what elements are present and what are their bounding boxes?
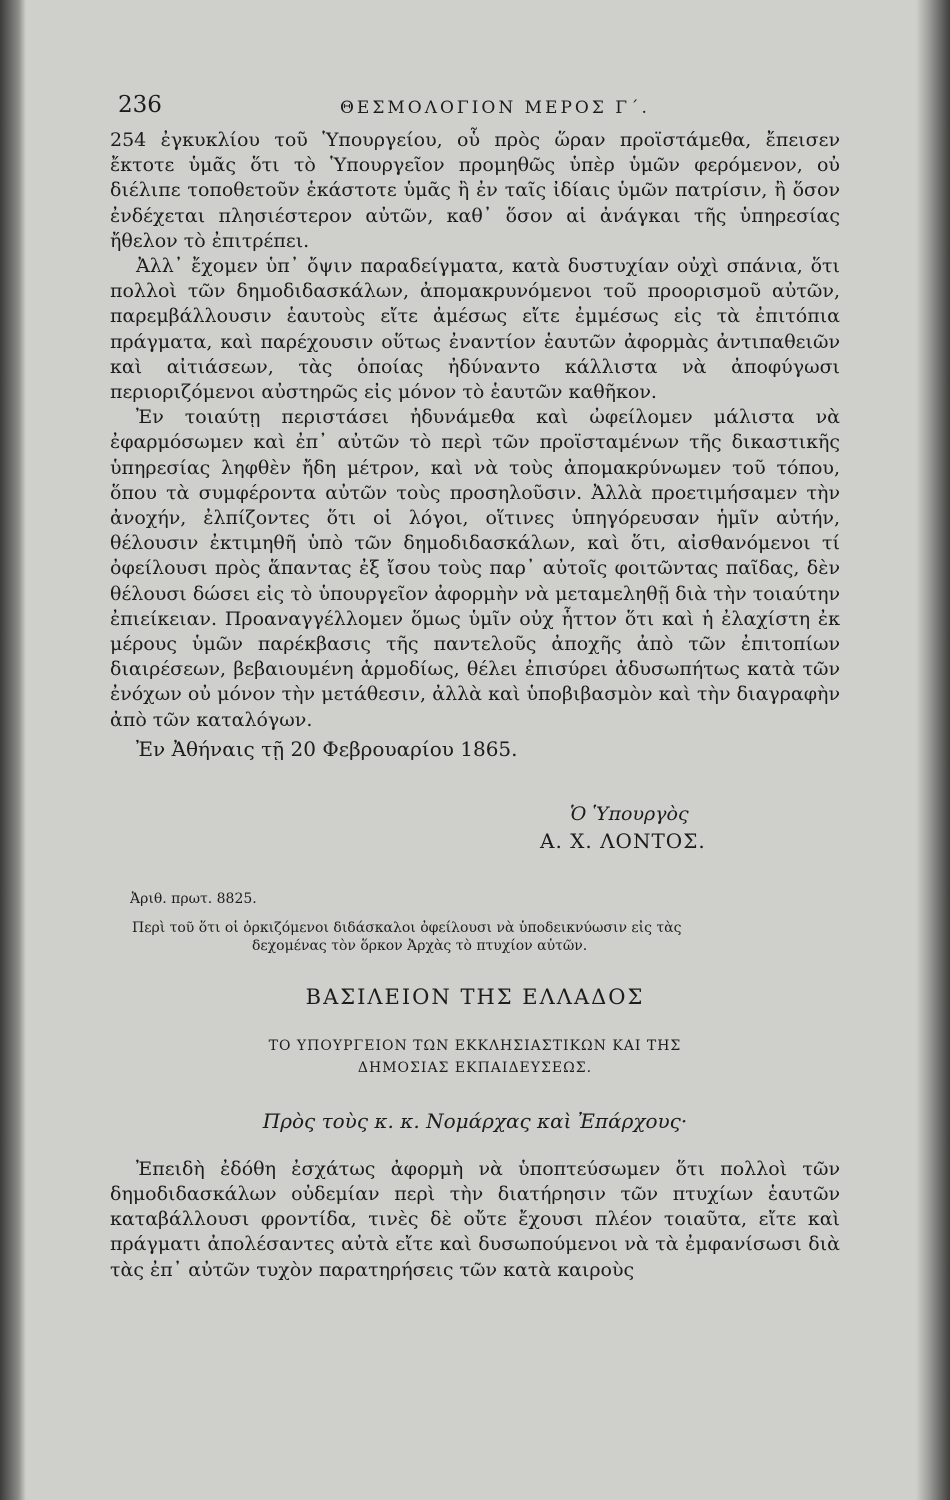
page-edge-left <box>0 0 26 1500</box>
page-edge-right <box>916 0 950 1500</box>
kingdom-heading: ΒΑΣΙΛΕΙΟΝ ΤΗΣ ΕΛΛΑΔΟΣ <box>305 984 645 1009</box>
running-title: ΘΕΣΜΟΛΟΓΙΟΝ ΜΕΡΟΣ Γ΄. <box>340 98 650 118</box>
page-content <box>110 92 840 1283</box>
ministry-heading <box>110 1035 840 1079</box>
paragraph: Ἀλλ᾽ ἔχομεν ὑπ᾽ ὄψιν παραδείγματα, κατὰ δυστυχίαν οὐχὶ σπάνια, ὅτι πολλοὶ τῶν δημοδιδασκάλων, ἀπομακρυνόμενοι τοῦ προορισμοῦ αὐτῶν, παρεμβάλλουσιν ἑαυτοὺς εἴτε ἀμέσως εἴτε ἐμμέσως εἰς τὰ ἐπιτόπια πράγματα, καὶ παρέχουσιν οὕτως ἐναντίον ἑαυτῶν ἀφορμὰς ἀντιπαθειῶν καὶ αἰτιάσεων, τὰς ὁποίας ἠδύναντο κάλλιστα νὰ ἀποφύγωσι περιοριζόμενοι αὐστηρῶς εἰς μόνον τὸ ἑαυτῶν καθῆκον. <box>110 255 840 404</box>
ministry-line-2: ΔΗΜΟΣΙΑΣ ΕΚΠΑΙΔΕΥΣΕΩΣ. <box>357 1059 593 1076</box>
subject-heading <box>132 919 840 955</box>
signature-role: Ὁ Ὑπουργὸς <box>570 802 689 825</box>
subject-line-1: Περὶ τοῦ ὅτι οἱ ὁρκιζόμενοι διδάσκαλοι ὀφείλουσι νὰ ὑποδεικνύωσιν εἰς τὰς <box>132 919 682 936</box>
dateline: Ἐν Ἀθήναις τῇ 20 Φεβρουαρίου 1865. <box>136 736 518 761</box>
page-number: 236 <box>118 92 162 118</box>
signature-name: Α. Χ. ΛΟΝΤΟΣ. <box>540 828 706 853</box>
paragraph: Ἐν τοιαύτῃ περιστάσει ἠδυνάμεθα καὶ ὠφείλομεν μάλιστα νὰ ἐφαρμόσωμεν καὶ ἐπ᾽ αὐτῶν τὸ περὶ τῶν προϊσταμένων τῆς δικαστικῆς ὑπηρεσίας ληφθὲν ἤδη μέτρον, καὶ νὰ τοὺς ἀπομακρύνωμεν τοῦ τόπου, ὅπου τὰ συμφέροντα αὐτῶν τοὺς προσηλοῦσιν. Ἀλλὰ προετιμήσαμεν τὴν ἀνοχήν, ἐλπίζοντες ὅτι οἱ λόγοι, οἵτινες ὑπηγόρευσαν ἡμῖν αὐτήν, θέλουσιν ἐκτιμηθῆ ὑπὸ τῶν δημοδιδασκάλων, καὶ ὅτι, αἰσθανόμενοι τί ὀφείλουσι πρὸς ἅπαντας ἐξ ἴσου τοὺς παρ᾽ αὐτοῖς φοιτῶντας παῖδας, δὲν θέλουσι δώσει εἰς τὸ ὑπουργεῖον ἀφορμὴν νὰ μεταμεληθῇ διὰ τὴν τοιαύτην ἐπιείκειαν. Προαναγγέλλομεν ὅμως ὑμῖν οὐχ ἧττον ὅτι καὶ ἡ ἐλαχίστη ἐκ μέρους ὑμῶν παρέκβασις τῆς παντελοῦς ἀποχῆς ἀπὸ τῶν ἐπιτοπίων διαιρέσεων, βεβαιουμένη ἁρμοδίως, θέλει ἐπισύρει ἀδυσωπήτως κατὰ τῶν ἐνόχων οὐ μόνον τὴν μετάθεσιν, ἀλλὰ καὶ ὑποβιβασμὸν καὶ τὴν διαγραφὴν ἀπὸ τῶν καταλόγων. <box>110 406 840 731</box>
running-head <box>110 92 840 128</box>
paragraph: Ἐπειδὴ ἐδόθη ἐσχάτως ἀφορμὴ νὰ ὑποπτεύσωμεν ὅτι πολλοὶ τῶν δημοδιδασκάλων οὐδεμίαν περὶ τὴν διατήρησιν τῶν πτυχίων ἑαυτῶν καταβάλλουσι φροντίδα, τινὲς δὲ οὔτε ἔχουσι πλέον τοιαῦτα, εἴτε καὶ πράγματι ἀπολέσαντες αὐτὰ εἴτε καὶ δυσωπούμενοι νὰ τὰ ἐμφανίσωσι διὰ τὰς ἐπ᾽ αὐτῶν τυχὸν παρατηρήσεις τῶν κατὰ καιροὺς <box>110 1157 840 1281</box>
protocol-number: Ἀριθ. πρωτ. 8825. <box>130 890 257 907</box>
paragraph-continued: 254 ἐγκυκλίου τοῦ Ὑπουργείου, οὗ πρὸς ὥραν προϊστάμεθα, ἔπεισεν ἔκτοτε ὑμᾶς ὅτι τὸ Ὑπουργεῖον προμηθῶς ὑπὲρ ὑμῶν φερόμενον, οὐ διέλιπε τοποθετοῦν ἑκάστοτε ὑμᾶς ἢ ἐν ταῖς ἰδίαις ὑμῶν πατρίσιν, ἢ ὅσον ἐνδέχεται πλησιέστερον αὐτῶν, καθ᾽ ὅσον αἱ ἀνάγκαι τῆς ὑπηρεσίας ἤθελον τὸ ἐπιτρέπει. <box>110 129 840 252</box>
ministry-line-1: ΤΟ ΥΠΟΥΡΓΕΙΟΝ ΤΩΝ ΕΚΚΛΗΣΙΑΣΤΙΚΩΝ ΚΑΙ ΤΗΣ <box>268 1037 682 1054</box>
subject-line-2: δεχομένας τὸν ὅρκον Ἀρχὰς τὸ πτυχίον αὐτῶν. <box>252 937 588 954</box>
addressee: Πρὸς τοὺς κ. κ. Νομάρχας καὶ Ἐπάρχους· <box>262 1108 688 1133</box>
